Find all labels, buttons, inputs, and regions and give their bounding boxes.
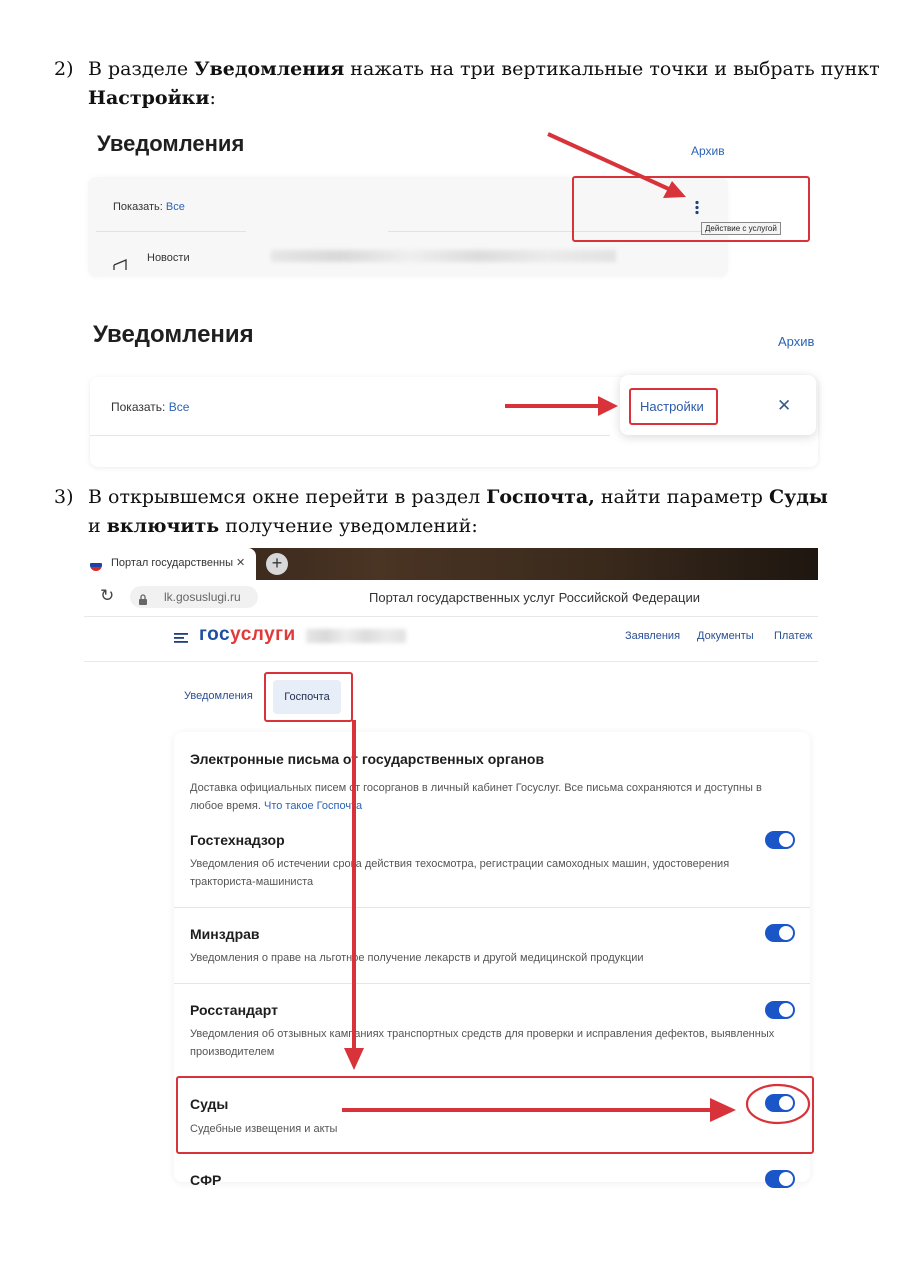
page-title-bar: Портал государственных услуг Российской Федерации [369,590,700,605]
tooltip: Действие с услугой [701,222,781,235]
tab-close-icon[interactable]: ✕ [236,557,246,569]
close-icon[interactable]: ✕ [777,396,792,415]
new-tab-button[interactable]: + [266,553,288,575]
step-number: 2) [54,58,74,80]
nav-item-payments[interactable]: Платеж [774,630,813,642]
settings-menu-item[interactable]: Настройки [640,399,704,414]
section-header: Электронные письма от государственных органов [190,751,545,767]
filter-label: Показать: [113,201,163,213]
logo[interactable]: госуслуги [199,624,296,645]
tab-gospochta[interactable]: Госпочта [273,680,341,714]
filter-value[interactable]: Все [168,400,190,414]
reload-icon[interactable]: ↻ [100,586,115,605]
filter-value[interactable]: Все [165,201,185,213]
section-intro: Доставка официальных писем от госорганов в личный кабинет Госуслуг. Все письма сохраняются и доступны в любое время. Что такое Госпочта [190,782,762,812]
setting-title-gostehnadzor: Гостехнадзор [190,832,285,848]
setting-desc-gostehnadzor: Уведомления об истечении срока действия техосмотра, регистрации самоходных машин, удостоверения тракториста-машиниста [190,858,730,888]
tab-title: Портал государственны [111,557,234,569]
nav-item-applications[interactable]: Заявления [625,630,681,642]
archive-link[interactable]: Архив [691,144,725,158]
news-item[interactable]: Новости [147,252,190,264]
step-text-line1: В открывшемся окне перейти в раздел Госпочта, найти параметр Суды [88,486,828,508]
setting-desc-sudy: Судебные извещения и акты [190,1123,338,1135]
step-text-line1: В разделе Уведомления нажать на три вертикальные точки и выбрать пункт [88,58,880,80]
setting-desc-minzdrav: Уведомления о праве на льготное получение лекарств и другой медицинской продукции [190,952,644,964]
nav-item-documents[interactable]: Документы [697,630,754,642]
setting-desc-rosstandart: Уведомления об отзывных кампаниях транспортных средств для проверки и исправления дефектов, выявленных производителем [190,1028,775,1058]
setting-title-rosstandart: Росстандарт [190,1002,278,1018]
step-number: 3) [54,486,74,508]
setting-title-sudy: Суды [190,1096,229,1112]
setting-title-sfr: СФР [190,1172,222,1188]
filter-label: Показать: [111,400,166,414]
page-title: Уведомления [97,131,245,156]
archive-link[interactable]: Архив [778,334,815,349]
what-is-gospochta-link[interactable]: Что такое Госпочта [263,800,363,812]
step-text-line2: Настройки: [88,87,216,109]
setting-title-minzdrav: Минздрав [190,926,260,942]
url-text: lk.gosuslugi.ru [164,590,241,604]
page-title: Уведомления [93,321,254,348]
step-text-line2: и включить получение уведомлений: [88,515,478,537]
tab-notifications[interactable]: Уведомления [184,690,253,702]
